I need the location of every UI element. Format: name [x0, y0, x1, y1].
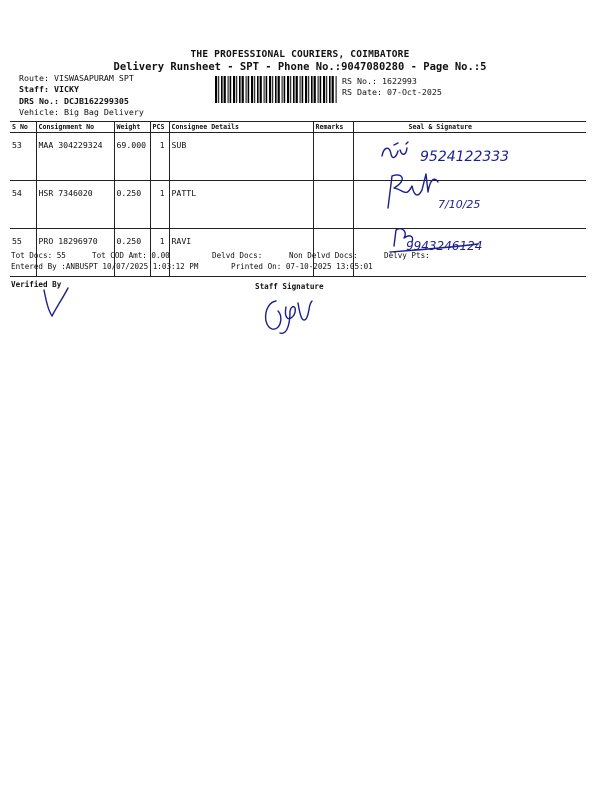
barcode-bar — [296, 76, 298, 103]
barcode-bar — [239, 76, 241, 103]
col-header-consignee: Consignee Details — [169, 122, 313, 133]
barcode-bar — [282, 76, 283, 103]
row-consignment: MAA 304229324 — [36, 133, 114, 181]
delvd-docs: Delvd Docs: — [212, 251, 263, 260]
barcode-bar — [302, 76, 304, 103]
col-header-signature: Seal & Signature — [353, 122, 586, 133]
printed-on: Printed On: 07-10-2025 13:05:01 — [231, 262, 373, 271]
company-name: THE PROFESSIONAL COURIERS, COIMBATORE — [190, 49, 410, 60]
row-weight: 69.000 — [114, 133, 150, 181]
staff-signature-mark — [258, 293, 328, 339]
barcode-bar — [278, 76, 280, 103]
row-consignee: PATTL — [169, 181, 313, 229]
barcode-bar — [329, 76, 331, 103]
barcode-bar — [215, 76, 217, 103]
col-header-consignment: Consignment No — [36, 122, 114, 133]
delvy-pts: Delvy Pts: — [384, 251, 430, 260]
route-label: Route: VISWASAPURAM SPT — [19, 73, 134, 83]
barcode-bar — [290, 76, 291, 103]
verified-by-label: Verified By — [11, 280, 62, 289]
row-consignee: SUB — [169, 133, 313, 181]
tot-cod-amt: Tot COD Amt: 0.00 — [92, 251, 170, 260]
barcode-bar — [311, 76, 313, 103]
barcode-bar — [293, 76, 295, 103]
drs-number: DRS No.: DCJB162299305 — [19, 96, 129, 106]
barcode-bar — [236, 76, 237, 103]
barcode-bar — [251, 76, 253, 103]
row-consignment: HSR 7346020 — [36, 181, 114, 229]
barcode-bar — [320, 76, 322, 103]
row-consignee: RAVI — [169, 229, 313, 277]
entered-by: Entered By :ANBUSPT 10/07/2025 1:03:12 PM — [11, 262, 199, 271]
tot-docs: Tot Docs: 55 — [11, 251, 66, 260]
row-sno: 54 — [10, 181, 36, 229]
barcode-bar — [248, 76, 250, 103]
col-header-sno: S No — [10, 122, 36, 133]
barcode-bar — [332, 76, 334, 103]
signature-row-53 — [376, 136, 516, 166]
barcode-bar — [326, 76, 327, 103]
barcode-bar — [300, 76, 301, 103]
barcode-bar — [260, 76, 262, 103]
row-remarks — [313, 133, 353, 181]
rs-number: RS No.: 1622993 — [342, 76, 417, 86]
barcode-bar — [287, 76, 289, 103]
row-pcs: 1 — [150, 133, 169, 181]
barcode-bar — [233, 76, 235, 103]
barcode-bar — [272, 76, 273, 103]
col-header-weight: Weight — [114, 122, 150, 133]
non-delvd-docs: Non Delvd Docs: — [289, 251, 358, 260]
runsheet-title: Delivery Runsheet - SPT - Phone No.:9047080280 - Page No.:5 — [113, 61, 487, 73]
barcode-bar — [218, 76, 219, 103]
barcode-bar — [336, 76, 337, 103]
rs-date: RS Date: 07-Oct-2025 — [342, 87, 442, 97]
staff-label: Staff: VICKY — [19, 84, 79, 94]
staff-signature-label: Staff Signature — [255, 282, 324, 291]
row-weight: 0.250 — [114, 229, 150, 277]
barcode-bar — [323, 76, 325, 103]
barcode-bar — [269, 76, 271, 103]
barcode-bar — [308, 76, 309, 103]
barcode-bar — [314, 76, 316, 103]
barcode-bar — [254, 76, 255, 103]
vehicle-label: Vehicle: Big Bag Delivery — [19, 107, 144, 117]
row-remarks — [313, 181, 353, 229]
barcode-bar — [230, 76, 232, 103]
row-pcs: 1 — [150, 181, 169, 229]
signature-date-54: 7/10/25 — [438, 198, 481, 211]
barcode-bar — [284, 76, 286, 103]
barcode-bar — [257, 76, 259, 103]
row-pcs: 1 — [150, 229, 169, 277]
row-sno: 55 — [10, 229, 36, 277]
barcode-bar — [266, 76, 268, 103]
row-consignment: PRO 18296970 — [36, 229, 114, 277]
signature-row-54 — [382, 170, 522, 214]
barcode-image — [214, 76, 338, 103]
row-sno: 53 — [10, 133, 36, 181]
barcode-bar — [305, 76, 307, 103]
col-header-remarks: Remarks — [313, 122, 353, 133]
signature-phone-55: 9943246124 — [406, 239, 483, 253]
barcode-bar — [264, 76, 265, 103]
col-header-pcs: PCS — [150, 122, 169, 133]
table-header-row — [10, 122, 586, 133]
barcode-bar — [318, 76, 319, 103]
barcode-bar — [242, 76, 244, 103]
verified-by-signature — [38, 284, 78, 320]
signature-phone-53: 9524122333 — [420, 149, 510, 165]
barcode-bar — [275, 76, 277, 103]
barcode-bar — [246, 76, 247, 103]
row-weight: 0.250 — [114, 181, 150, 229]
barcode-bar — [228, 76, 229, 103]
barcode-bar — [224, 76, 226, 103]
barcode-bar — [221, 76, 223, 103]
